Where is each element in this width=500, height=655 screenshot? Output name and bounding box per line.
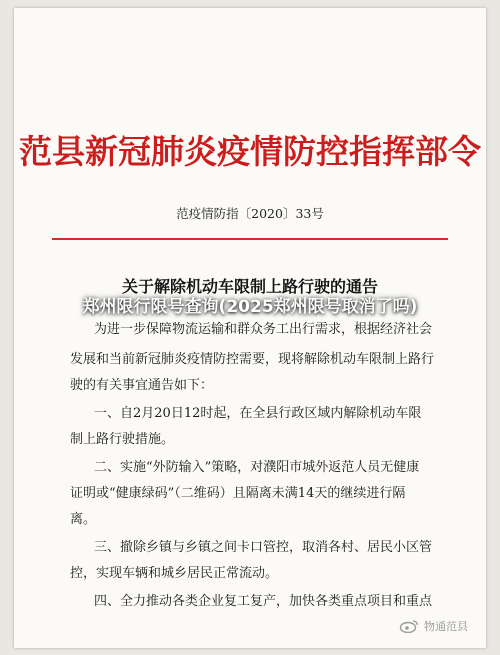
body-line: 一、自2月20日12时起，在全县行政区域内解除机动车限 [94, 406, 422, 421]
source-watermark [399, 618, 468, 634]
watermark-text: 物通范县 [424, 620, 468, 633]
body-line: 为进一步保障物流运输和群众务工出行需求，根据经济社会 [94, 322, 433, 337]
body-line: 证明或“健康绿码”（二维码）且隔离未满14天的继续进行隔 [70, 486, 406, 501]
body-line: 制上路行驶措施。 [70, 432, 175, 447]
body-line: 发展和当前新冠肺炎疫情防控需要，现将解除机动车限制上路行 [70, 352, 435, 367]
body-line: 四、全力推动各类企业复工复产，加快各类重点项目和重点 [94, 594, 433, 609]
body-line: 控，实现车辆和城乡居民正常流动。 [70, 566, 279, 581]
weibo-logo-icon [399, 619, 419, 633]
document-page [14, 8, 486, 648]
body-line: 三、撤除乡镇与乡镇之间卡口管控，取消各村、居民小区管 [94, 540, 433, 555]
body-line: 离。 [70, 512, 97, 527]
body-line: 驶的有关事宜通告如下： [70, 378, 214, 393]
article-title-overlay: 郑州限行限号查询(2025郑州限号取消了吗) [82, 297, 418, 317]
body-line: 二、实施“外防输入”策略，对濮阳市城外返范人员无健康 [94, 460, 420, 475]
red-divider-line [52, 238, 448, 240]
document-headline: 范县新冠肺炎疫情防控指挥部令 [19, 132, 481, 171]
notice-subject: 关于解除机动车限制上路行驶的通告 [121, 277, 378, 296]
document-number: 范疫情防指〔2020〕33号 [176, 206, 324, 221]
